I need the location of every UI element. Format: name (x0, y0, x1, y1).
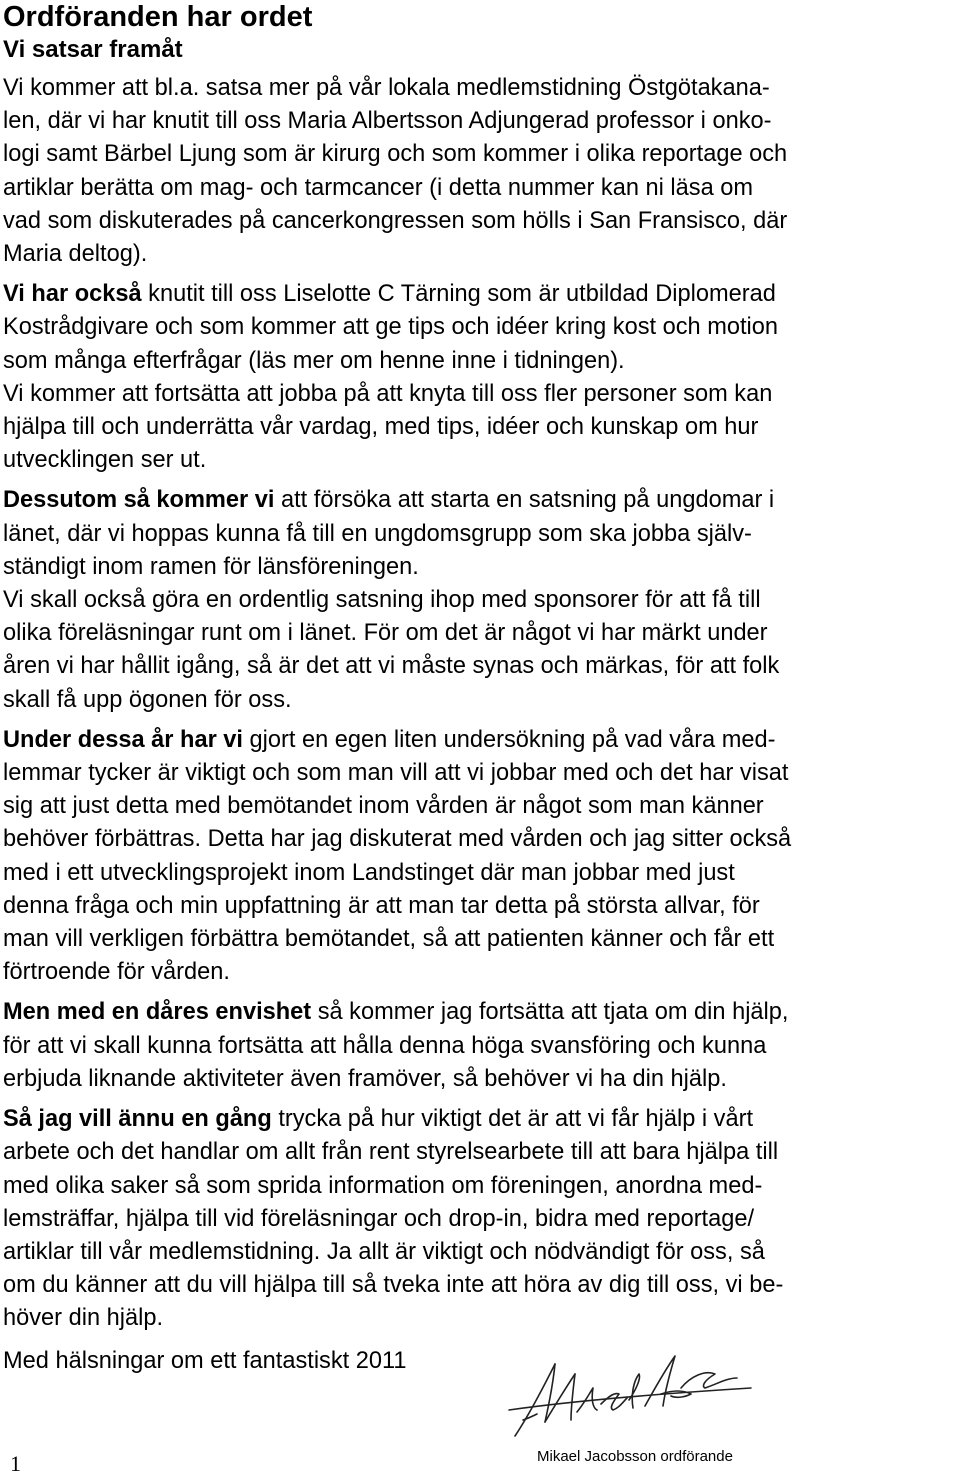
paragraph-line: så kommer jag fortsätta att tjata om din hjälp, (311, 999, 789, 1026)
paragraph-line: höver din hjälp. (3, 1305, 164, 1332)
paragraph-line: lemsträffar, hjälpa till vid föreläsningar och drop-in, bidra med reportage/ (3, 1205, 755, 1232)
paragraph-lead: Så jag vill ännu en gång (3, 1106, 272, 1133)
paragraph-line: arbete och det handlar om allt från rent styrelsearbete till att bara hjälpa till (3, 1139, 779, 1166)
paragraph-line: förtroende för vården. (3, 959, 230, 986)
paragraph-line: artiklar till vår medlemstidning. Ja allt är viktigt och nödvändigt för oss, så (3, 1238, 765, 1265)
paragraph-line: len, där vi har knutit till oss Maria Albertsson Adjungerad professor i onko- (3, 108, 772, 135)
paragraph-lead: Men med en dåres envishet (3, 999, 312, 1026)
paragraph (3, 484, 958, 584)
paragraph-line: sig att just detta med bemötandet inom vården är något som man känner (3, 793, 764, 820)
paragraph-line: knutit till oss Liselotte C Tärning som är utbildad Diplomerad (141, 281, 776, 308)
paragraph-line: behöver förbättras. Detta har jag diskuterat med vården och jag sitter också (3, 826, 792, 853)
paragraph-line: skall få upp ögonen för oss. (3, 686, 292, 713)
paragraph-line: att försöka att starta en satsning på ungdomar i (274, 487, 775, 514)
paragraph-line: olika föreläsningar runt om i länet. För om det är något vi har märkt under (3, 620, 768, 647)
paragraph-line: ständigt inom ramen för länsföreningen. (3, 553, 419, 580)
paragraph-lead: Under dessa år har vi (3, 726, 243, 753)
paragraph-lead: Dessutom så kommer vi (3, 487, 275, 514)
paragraph (3, 584, 958, 717)
paragraph (3, 1103, 958, 1335)
closing-greeting: Med hälsningar om ett fantastiskt 2011 (3, 1348, 407, 1374)
paragraph-line: Kostrådgivare och som kommer att ge tips och idéer kring kost och motion (3, 314, 779, 341)
paragraph (3, 996, 958, 1096)
paragraph-line: trycka på hur viktigt det är att vi får hjälp i vårt (271, 1106, 754, 1133)
page-number: 1 (10, 1451, 21, 1476)
paragraph-line: för att vi skall kunna fortsätta att hålla denna höga svansföring och kunna (3, 1032, 767, 1059)
paragraph (3, 72, 958, 271)
page-title: Ordföranden har ordet (3, 1, 313, 33)
paragraph-line: hjälpa till och underrätta vår vardag, med tips, idéer och kunskap om hur (3, 414, 759, 441)
paragraph-line: lemmar tycker är viktigt och som man vill att vi jobbar med och det har visat (3, 760, 789, 787)
paragraph-line: erbjuda liknande aktiviteter även framöver, så behöver vi ha din hjälp. (3, 1065, 727, 1092)
page-subtitle: Vi satsar framåt (3, 36, 183, 63)
paragraph (3, 278, 958, 378)
paragraph-line: artiklar berätta om mag- och tarmcancer (i detta nummer kan ni läsa om (3, 174, 754, 201)
paragraph-line: gjort en egen liten undersökning på vad våra med- (242, 726, 776, 753)
paragraph-line: Vi kommer att fortsätta att jobba på att knyta till oss fler personer som kan (3, 380, 773, 407)
signer-name: Mikael Jacobsson ordförande (537, 1448, 733, 1465)
paragraph-line: länet, där vi hoppas kunna få till en ungdomsgrupp som ska jobba själv- (3, 520, 752, 547)
paragraph (3, 724, 958, 990)
paragraph-line: denna fråga och min uppfattning är att man tar detta på största allvar, för (3, 892, 760, 919)
paragraph-line: med olika saker så som sprida information om föreningen, anordna med- (3, 1172, 763, 1199)
paragraph-line: man vill verkligen förbättra bemötandet, så att patienten känner och får ett (3, 926, 775, 953)
paragraph-line: Vi skall också göra en ordentlig satsning ihop med sponsorer för att få till (3, 587, 761, 614)
paragraph-line: åren vi har hållit igång, så är det att vi måste synas och märkas, för att folk (3, 653, 780, 680)
paragraph-line: logi samt Bärbel Ljung som är kirurg och som kommer i olika reportage och (3, 141, 788, 168)
paragraph-line: om du känner att du vill hjälpa till så tveka inte att höra av dig till oss, vi be- (3, 1272, 784, 1299)
article-body (3, 72, 958, 1336)
paragraph (3, 378, 958, 478)
paragraph-line: som många efterfrågar (läs mer om henne inne i tidningen). (3, 347, 625, 374)
paragraph-line: Maria deltog). (3, 241, 148, 268)
paragraph-line: med i ett utvecklingsprojekt inom Landstinget där man jobbar med just (3, 859, 735, 886)
paragraph-lead: Vi har också (3, 281, 142, 308)
paragraph-line: vad som diskuterades på cancerkongressen som hölls i San Fransisco, där (3, 207, 788, 234)
handwritten-signature (505, 1348, 755, 1440)
paragraph-line: utvecklingen ser ut. (3, 447, 207, 474)
paragraph-line: Vi kommer att bl.a. satsa mer på vår lokala medlemstidning Östgötakana- (3, 75, 770, 101)
